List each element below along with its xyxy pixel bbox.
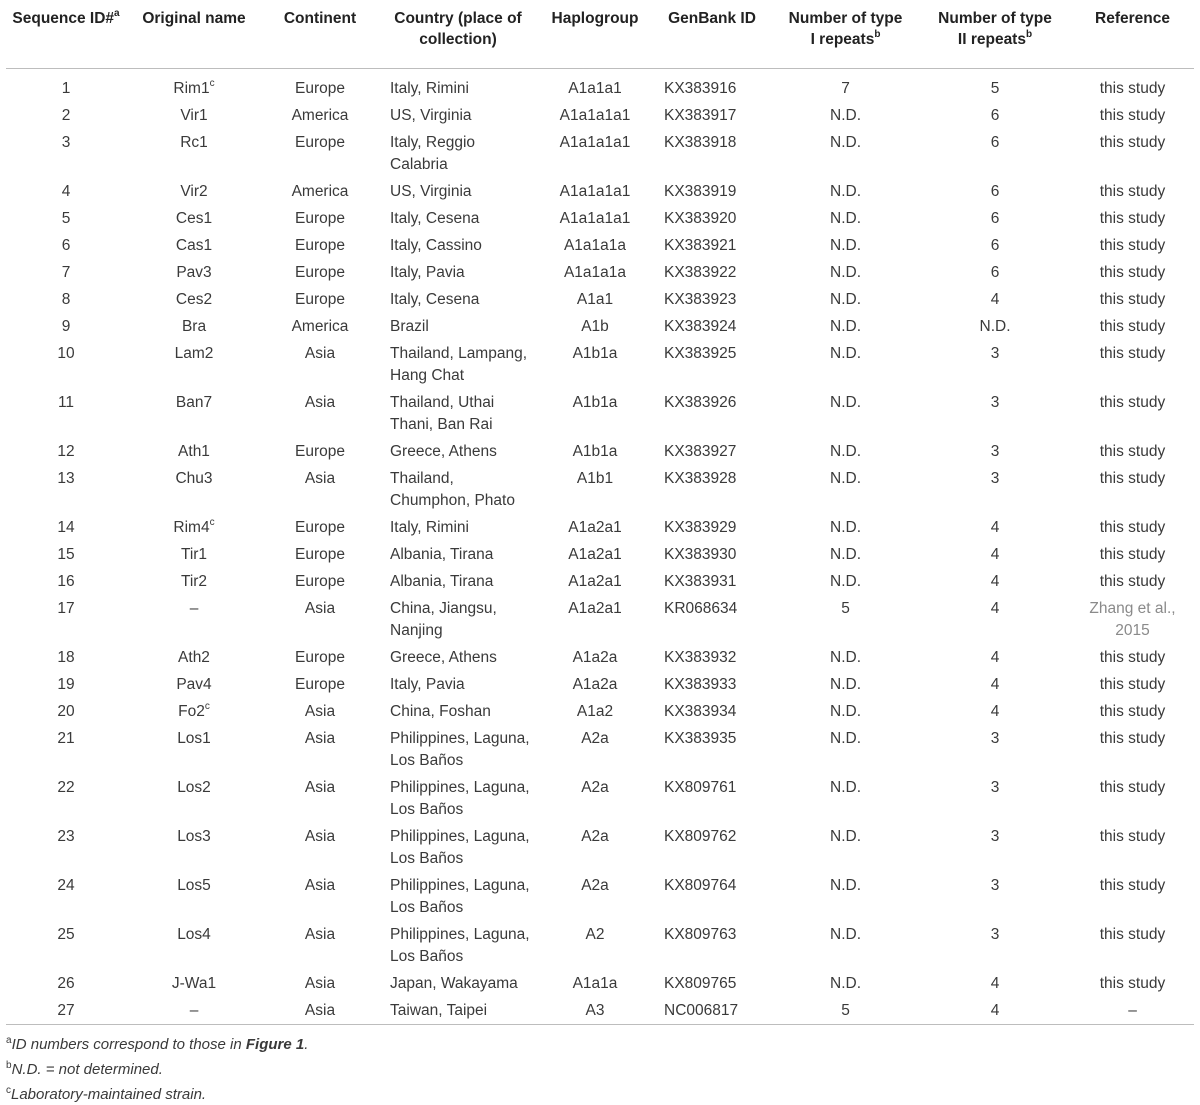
cell-continent: America bbox=[291, 183, 349, 200]
table-row bbox=[6, 181, 1194, 208]
cell-type2-repeats: 3 bbox=[990, 730, 1000, 747]
cell-country: Italy, Cassino bbox=[390, 237, 482, 254]
cell-continent: Europe bbox=[295, 80, 345, 97]
cell-country: China, Jiangsu, Nanjing bbox=[390, 600, 497, 639]
cell-type1-repeats: N.D. bbox=[830, 703, 861, 720]
cell-type1-repeats: N.D. bbox=[830, 975, 861, 992]
cell-sequence-id: 20 bbox=[57, 703, 75, 720]
cell-reference: this study bbox=[1099, 183, 1166, 200]
cell-original-name: Rim1$^c$ bbox=[173, 77, 215, 97]
cell-country: Japan, Wakayama bbox=[390, 975, 518, 992]
cell-original-name: – bbox=[189, 600, 199, 617]
cell-sequence-id: 6 bbox=[61, 237, 71, 254]
cell-continent: Asia bbox=[304, 730, 336, 747]
cell-type2-repeats: 4 bbox=[990, 573, 1000, 590]
cell-genbank-id: KX383918 bbox=[664, 134, 737, 151]
cell-type1-repeats: N.D. bbox=[830, 649, 861, 666]
cell-genbank-id: KX809762 bbox=[664, 828, 737, 845]
table-row bbox=[6, 441, 1194, 468]
table-row bbox=[6, 924, 1194, 973]
cell-original-name: Tir2 bbox=[180, 573, 208, 590]
cell-reference: this study bbox=[1099, 649, 1166, 666]
cell-reference: – bbox=[1128, 1002, 1137, 1019]
cell-original-name: Tir1 bbox=[180, 546, 208, 563]
table-row bbox=[6, 289, 1194, 316]
cell-haplogroup: A1a2a1 bbox=[568, 546, 622, 563]
cell-type2-repeats: 3 bbox=[990, 394, 1000, 411]
cell-genbank-id: KX383926 bbox=[664, 394, 737, 411]
cell-type1-repeats: N.D. bbox=[830, 779, 861, 796]
cell-genbank-id: KX383931 bbox=[664, 573, 737, 590]
cell-original-name: Ces2 bbox=[175, 291, 213, 308]
cell-reference[interactable]: Zhang et al., 2015 bbox=[1089, 600, 1176, 639]
cell-continent: Asia bbox=[304, 877, 336, 894]
cell-original-name: Rc1 bbox=[180, 134, 208, 151]
cell-haplogroup: A2a bbox=[581, 779, 609, 796]
cell-reference: this study bbox=[1099, 519, 1166, 536]
cell-genbank-id: KX383934 bbox=[664, 703, 737, 720]
cell-sequence-id: 27 bbox=[57, 1002, 75, 1019]
header-haplogroup: Haplogroup bbox=[538, 8, 652, 69]
header-type2-repeats: Number of type II repeats$^b$ bbox=[919, 8, 1071, 69]
cell-type2-repeats: 4 bbox=[990, 1002, 1000, 1019]
cell-country: Philippines, Laguna, Los Baños bbox=[390, 828, 530, 867]
cell-country: Thailand, Chumphon, Phato bbox=[390, 470, 515, 509]
cell-sequence-id: 12 bbox=[57, 443, 75, 460]
cell-reference: this study bbox=[1099, 80, 1166, 97]
table-row bbox=[6, 674, 1194, 701]
cell-type1-repeats: N.D. bbox=[830, 264, 861, 281]
cell-reference: this study bbox=[1099, 546, 1166, 563]
cell-type1-repeats: N.D. bbox=[830, 291, 861, 308]
cell-haplogroup: A1a1a1a1 bbox=[559, 210, 631, 227]
table-row bbox=[6, 105, 1194, 132]
cell-haplogroup: A1a2 bbox=[576, 703, 614, 720]
cell-original-name: Los2 bbox=[177, 779, 211, 796]
table-row bbox=[6, 973, 1194, 1000]
cell-continent: Asia bbox=[304, 703, 336, 720]
table-row bbox=[6, 316, 1194, 343]
cell-type1-repeats: N.D. bbox=[830, 730, 861, 747]
cell-original-name: Ath2 bbox=[178, 649, 210, 666]
cell-original-name: J-Wa1 bbox=[171, 975, 217, 992]
cell-haplogroup: A1a1a1a bbox=[563, 237, 627, 254]
cell-reference: this study bbox=[1099, 291, 1166, 308]
cell-haplogroup: A2a bbox=[581, 730, 609, 747]
cell-genbank-id: KX383932 bbox=[664, 649, 737, 666]
cell-type2-repeats: 4 bbox=[990, 676, 1000, 693]
haplogroup-table bbox=[6, 8, 1194, 1027]
cell-reference: this study bbox=[1099, 318, 1166, 335]
cell-country: Taiwan, Taipei bbox=[390, 1002, 488, 1019]
cell-continent: Europe bbox=[295, 210, 345, 227]
cell-genbank-id: KX809764 bbox=[664, 877, 737, 894]
cell-type1-repeats: N.D. bbox=[830, 443, 861, 460]
header-row bbox=[6, 8, 1194, 69]
cell-reference: this study bbox=[1099, 703, 1166, 720]
cell-country: Philippines, Laguna, Los Baños bbox=[390, 779, 530, 818]
cell-type2-repeats: 4 bbox=[990, 519, 1000, 536]
table-row bbox=[6, 262, 1194, 289]
table-row bbox=[6, 392, 1194, 441]
cell-original-name: Vir1 bbox=[180, 107, 208, 124]
cell-genbank-id: KX383919 bbox=[664, 183, 737, 200]
cell-type1-repeats: N.D. bbox=[830, 107, 861, 124]
table-row bbox=[6, 777, 1194, 826]
cell-sequence-id: 21 bbox=[57, 730, 75, 747]
table-row bbox=[6, 517, 1194, 544]
cell-type2-repeats: 6 bbox=[990, 264, 1000, 281]
cell-continent: Asia bbox=[304, 1002, 336, 1019]
cell-type2-repeats: 4 bbox=[990, 649, 1000, 666]
cell-original-name: Cas1 bbox=[175, 237, 213, 254]
cell-haplogroup: A1a1a1 bbox=[568, 80, 622, 97]
cell-continent: Asia bbox=[304, 975, 336, 992]
cell-sequence-id: 24 bbox=[57, 877, 75, 894]
cell-type1-repeats: N.D. bbox=[830, 318, 861, 335]
cell-haplogroup: A1a1a1a1 bbox=[559, 107, 631, 124]
cell-continent: Europe bbox=[295, 264, 345, 281]
cell-continent: Europe bbox=[295, 519, 345, 536]
cell-continent: Asia bbox=[304, 926, 336, 943]
table-row bbox=[6, 343, 1194, 392]
cell-genbank-id: KX383916 bbox=[664, 80, 737, 97]
cell-haplogroup: A1b bbox=[581, 318, 609, 335]
header-type1-repeats: Number of type I repeats$^b$ bbox=[772, 8, 919, 69]
cell-type1-repeats: N.D. bbox=[830, 470, 861, 487]
cell-type2-repeats: N.D. bbox=[979, 318, 1011, 335]
cell-type1-repeats: N.D. bbox=[830, 394, 861, 411]
cell-original-name: Lam2 bbox=[174, 345, 214, 362]
cell-continent: America bbox=[291, 107, 349, 124]
cell-original-name: Los4 bbox=[177, 926, 211, 943]
cell-country: Italy, Pavia bbox=[390, 264, 465, 281]
cell-original-name: Los1 bbox=[177, 730, 211, 747]
header-country: Country (place of collection) bbox=[378, 8, 538, 69]
cell-sequence-id: 18 bbox=[57, 649, 75, 666]
cell-type1-repeats: N.D. bbox=[830, 345, 861, 362]
cell-continent: Asia bbox=[304, 345, 336, 362]
header-reference: Reference bbox=[1071, 8, 1194, 69]
cell-country: US, Virginia bbox=[390, 183, 472, 200]
cell-type2-repeats: 6 bbox=[990, 107, 1000, 124]
footnote-c: $^c$Laboratory-maintained strain. bbox=[6, 1085, 207, 1103]
cell-original-name: Ban7 bbox=[175, 394, 213, 411]
cell-haplogroup: A2a bbox=[581, 828, 609, 845]
cell-haplogroup: A1a1a1a1 bbox=[559, 134, 631, 151]
cell-haplogroup: A1b1a bbox=[572, 345, 618, 362]
cell-continent: America bbox=[291, 318, 349, 335]
cell-original-name: Chu3 bbox=[175, 470, 213, 487]
cell-reference: this study bbox=[1099, 345, 1166, 362]
cell-continent: Europe bbox=[295, 546, 345, 563]
cell-reference: this study bbox=[1099, 210, 1166, 227]
cell-haplogroup: A1b1a bbox=[572, 394, 618, 411]
cell-original-name: Rim4$^c$ bbox=[173, 516, 215, 536]
table-row bbox=[6, 826, 1194, 875]
cell-country: Greece, Athens bbox=[390, 649, 497, 666]
cell-country: Greece, Athens bbox=[390, 443, 497, 460]
cell-genbank-id: KR068634 bbox=[664, 600, 738, 617]
cell-original-name: Los3 bbox=[177, 828, 211, 845]
cell-type2-repeats: 4 bbox=[990, 600, 1000, 617]
cell-continent: Asia bbox=[304, 600, 336, 617]
cell-reference: this study bbox=[1099, 975, 1166, 992]
cell-haplogroup: A1b1a bbox=[572, 443, 618, 460]
cell-type1-repeats: N.D. bbox=[830, 877, 861, 894]
cell-reference: this study bbox=[1099, 779, 1166, 796]
cell-sequence-id: 5 bbox=[61, 210, 71, 227]
cell-original-name: Fo2$^c$ bbox=[178, 700, 210, 720]
cell-country: Philippines, Laguna, Los Baños bbox=[390, 730, 530, 769]
cell-reference: this study bbox=[1099, 443, 1166, 460]
header-original-name: Original name bbox=[126, 8, 262, 69]
table-row bbox=[6, 598, 1194, 647]
cell-country: Italy, Rimini bbox=[390, 519, 469, 536]
cell-haplogroup: A1a1a bbox=[572, 975, 618, 992]
cell-haplogroup: A2a bbox=[581, 877, 609, 894]
cell-type1-repeats: N.D. bbox=[830, 183, 861, 200]
cell-type1-repeats: N.D. bbox=[830, 210, 861, 227]
cell-haplogroup: A1a2a bbox=[572, 649, 618, 666]
cell-type2-repeats: 3 bbox=[990, 779, 1000, 796]
cell-sequence-id: 17 bbox=[57, 600, 75, 617]
cell-type2-repeats: 3 bbox=[990, 345, 1000, 362]
table-row bbox=[6, 544, 1194, 571]
cell-genbank-id: KX383930 bbox=[664, 546, 737, 563]
cell-reference: this study bbox=[1099, 107, 1166, 124]
cell-country: Philippines, Laguna, Los Baños bbox=[390, 926, 530, 965]
cell-continent: Europe bbox=[295, 237, 345, 254]
cell-genbank-id: KX809761 bbox=[664, 779, 737, 796]
cell-reference: this study bbox=[1099, 264, 1166, 281]
table-row bbox=[6, 69, 1194, 106]
footnotes bbox=[6, 1030, 308, 1105]
cell-genbank-id: KX383921 bbox=[664, 237, 737, 254]
cell-original-name: Pav3 bbox=[176, 264, 212, 281]
cell-reference: this study bbox=[1099, 877, 1166, 894]
cell-continent: Europe bbox=[295, 676, 345, 693]
cell-type1-repeats: N.D. bbox=[830, 676, 861, 693]
table-row bbox=[6, 728, 1194, 777]
cell-type1-repeats: 5 bbox=[841, 600, 850, 617]
cell-genbank-id: KX383925 bbox=[664, 345, 737, 362]
cell-type2-repeats: 6 bbox=[990, 183, 1000, 200]
header-genbank-id: GenBank ID bbox=[652, 8, 772, 69]
cell-genbank-id: KX383927 bbox=[664, 443, 737, 460]
cell-genbank-id: KX383920 bbox=[664, 210, 737, 227]
cell-genbank-id: KX809765 bbox=[664, 975, 737, 992]
cell-original-name: – bbox=[189, 1002, 199, 1019]
cell-sequence-id: 23 bbox=[57, 828, 75, 845]
cell-haplogroup: A3 bbox=[585, 1002, 605, 1019]
cell-reference: this study bbox=[1099, 237, 1166, 254]
table-row bbox=[6, 701, 1194, 728]
cell-original-name: Pav4 bbox=[176, 676, 212, 693]
cell-reference: this study bbox=[1099, 470, 1166, 487]
cell-type1-repeats: N.D. bbox=[830, 546, 861, 563]
cell-continent: Europe bbox=[295, 443, 345, 460]
cell-type2-repeats: 3 bbox=[990, 877, 1000, 894]
cell-type2-repeats: 4 bbox=[990, 703, 1000, 720]
cell-type2-repeats: 4 bbox=[990, 546, 1000, 563]
cell-haplogroup: A1b1 bbox=[576, 470, 614, 487]
cell-genbank-id: KX383928 bbox=[664, 470, 737, 487]
cell-genbank-id: KX383923 bbox=[664, 291, 737, 308]
table-row bbox=[6, 208, 1194, 235]
cell-sequence-id: 19 bbox=[57, 676, 75, 693]
cell-type1-repeats: N.D. bbox=[830, 237, 861, 254]
cell-sequence-id: 4 bbox=[61, 183, 71, 200]
cell-type1-repeats: N.D. bbox=[830, 573, 861, 590]
cell-sequence-id: 25 bbox=[57, 926, 75, 943]
cell-country: Italy, Cesena bbox=[390, 210, 480, 227]
cell-country: Thailand, Lampang, Hang Chat bbox=[390, 345, 528, 384]
cell-type1-repeats: N.D. bbox=[830, 926, 861, 943]
cell-type2-repeats: 6 bbox=[990, 237, 1000, 254]
cell-country: Italy, Pavia bbox=[390, 676, 465, 693]
cell-reference: this study bbox=[1099, 676, 1166, 693]
cell-type1-repeats: 7 bbox=[841, 80, 850, 97]
cell-reference: this study bbox=[1099, 394, 1166, 411]
cell-original-name: Los5 bbox=[177, 877, 211, 894]
cell-sequence-id: 10 bbox=[57, 345, 75, 362]
cell-reference: this study bbox=[1099, 573, 1166, 590]
cell-sequence-id: 11 bbox=[57, 394, 75, 411]
cell-reference: this study bbox=[1099, 134, 1166, 151]
cell-type2-repeats: 6 bbox=[990, 134, 1000, 151]
cell-type2-repeats: 3 bbox=[990, 443, 1000, 460]
cell-sequence-id: 22 bbox=[57, 779, 75, 796]
cell-original-name: Bra bbox=[181, 318, 207, 335]
cell-type2-repeats: 3 bbox=[990, 926, 1000, 943]
cell-haplogroup: A1a2a bbox=[572, 676, 618, 693]
cell-sequence-id: 3 bbox=[61, 134, 71, 151]
cell-genbank-id: KX383922 bbox=[664, 264, 737, 281]
cell-country: China, Foshan bbox=[390, 703, 491, 720]
cell-genbank-id: KX809763 bbox=[664, 926, 737, 943]
cell-country: Italy, Rimini bbox=[390, 80, 469, 97]
cell-country: Philippines, Laguna, Los Baños bbox=[390, 877, 530, 916]
header-sequence-id: Sequence ID#$^a$ bbox=[6, 8, 126, 69]
cell-country: Italy, Reggio Calabria bbox=[390, 134, 476, 173]
cell-continent: Asia bbox=[304, 470, 336, 487]
cell-continent: Europe bbox=[295, 134, 345, 151]
cell-sequence-id: 13 bbox=[57, 470, 75, 487]
cell-continent: Asia bbox=[304, 828, 336, 845]
cell-type1-repeats: N.D. bbox=[830, 828, 861, 845]
cell-country: Albania, Tirana bbox=[390, 573, 494, 590]
cell-original-name: Vir2 bbox=[180, 183, 208, 200]
cell-continent: Europe bbox=[295, 573, 345, 590]
table-row bbox=[6, 235, 1194, 262]
cell-genbank-id: KX383935 bbox=[664, 730, 737, 747]
cell-sequence-id: 9 bbox=[61, 318, 71, 335]
cell-sequence-id: 1 bbox=[61, 80, 71, 97]
cell-type2-repeats: 4 bbox=[990, 975, 1000, 992]
cell-haplogroup: A1a2a1 bbox=[568, 573, 622, 590]
cell-genbank-id: KX383929 bbox=[664, 519, 737, 536]
cell-type2-repeats: 3 bbox=[990, 470, 1000, 487]
figure-link[interactable]: Figure 1 bbox=[245, 1036, 305, 1053]
cell-continent: Asia bbox=[304, 394, 336, 411]
table-bottom-rule bbox=[6, 1024, 1194, 1025]
cell-country: Brazil bbox=[390, 318, 429, 335]
cell-sequence-id: 8 bbox=[61, 291, 71, 308]
cell-sequence-id: 16 bbox=[57, 573, 75, 590]
cell-sequence-id: 26 bbox=[57, 975, 75, 992]
table-row bbox=[6, 571, 1194, 598]
header-continent: Continent bbox=[262, 8, 378, 69]
cell-reference: this study bbox=[1099, 828, 1166, 845]
cell-type1-repeats: N.D. bbox=[830, 519, 861, 536]
cell-genbank-id: NC006817 bbox=[664, 1002, 739, 1019]
cell-sequence-id: 2 bbox=[61, 107, 71, 124]
cell-haplogroup: A1a1a1a1 bbox=[559, 183, 631, 200]
table-row bbox=[6, 647, 1194, 674]
cell-haplogroup: A1a1a1a bbox=[563, 264, 627, 281]
table-row bbox=[6, 875, 1194, 924]
cell-genbank-id: KX383924 bbox=[664, 318, 737, 335]
table-row bbox=[6, 468, 1194, 517]
cell-original-name: Ath1 bbox=[178, 443, 210, 460]
cell-genbank-id: KX383917 bbox=[664, 107, 737, 124]
cell-type2-repeats: 6 bbox=[990, 210, 1000, 227]
cell-reference: this study bbox=[1099, 926, 1166, 943]
footnote-a: $^a$ID numbers correspond to those in Figure 1. bbox=[6, 1035, 309, 1053]
footnote-b: $^b$N.D. = not determined. bbox=[6, 1060, 163, 1078]
cell-type2-repeats: 5 bbox=[990, 80, 1000, 97]
cell-type1-repeats: 5 bbox=[841, 1002, 850, 1019]
table-body bbox=[6, 69, 1194, 1028]
cell-haplogroup: A1a2a1 bbox=[568, 600, 622, 617]
cell-original-name: Ces1 bbox=[175, 210, 213, 227]
cell-country: US, Virginia bbox=[390, 107, 472, 124]
cell-continent: Europe bbox=[295, 649, 345, 666]
cell-country: Italy, Cesena bbox=[390, 291, 480, 308]
cell-haplogroup: A1a1 bbox=[576, 291, 614, 308]
cell-haplogroup: A2 bbox=[585, 926, 605, 943]
cell-country: Thailand, Uthai Thani, Ban Rai bbox=[390, 394, 495, 433]
cell-sequence-id: 7 bbox=[61, 264, 71, 281]
cell-sequence-id: 15 bbox=[57, 546, 75, 563]
cell-country: Albania, Tirana bbox=[390, 546, 494, 563]
cell-continent: Europe bbox=[295, 291, 345, 308]
cell-genbank-id: KX383933 bbox=[664, 676, 737, 693]
table-row bbox=[6, 1000, 1194, 1027]
table-row bbox=[6, 132, 1194, 181]
cell-haplogroup: A1a2a1 bbox=[568, 519, 622, 536]
cell-sequence-id: 14 bbox=[57, 519, 75, 536]
cell-continent: Asia bbox=[304, 779, 336, 796]
cell-type1-repeats: N.D. bbox=[830, 134, 861, 151]
cell-type2-repeats: 4 bbox=[990, 291, 1000, 308]
cell-reference: this study bbox=[1099, 730, 1166, 747]
cell-type2-repeats: 3 bbox=[990, 828, 1000, 845]
